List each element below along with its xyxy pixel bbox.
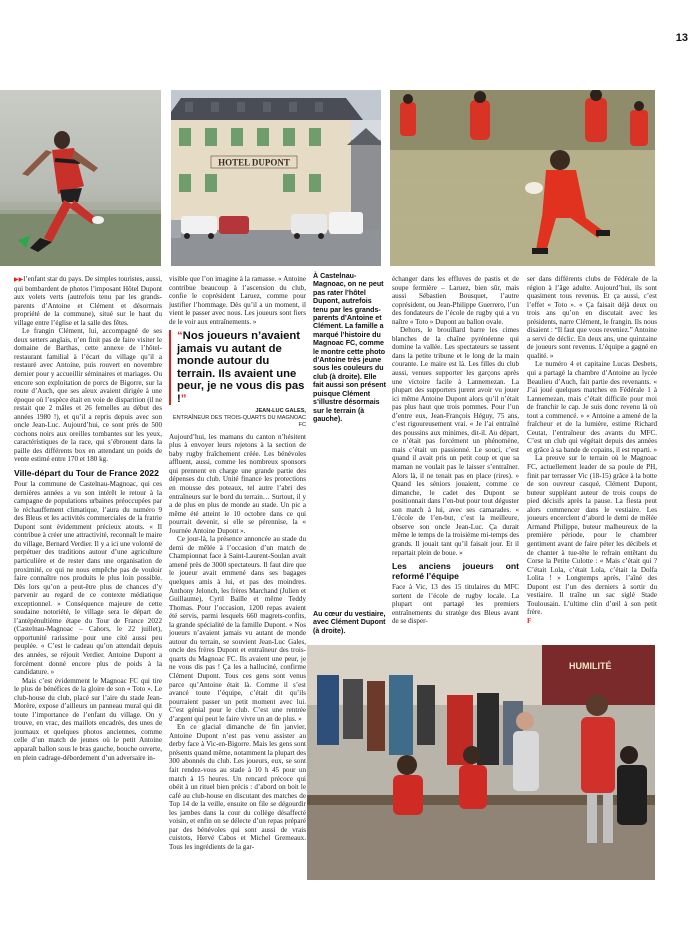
locker-photo — [307, 645, 655, 880]
kids-image — [390, 90, 655, 266]
column-4 — [527, 275, 657, 640]
page-number: 13 — [675, 32, 688, 44]
quote-attribution — [169, 408, 306, 428]
col1-para-1 — [14, 275, 162, 327]
col3-subheading: Les anciens joueurs ont reformé l’équipe — [392, 561, 519, 582]
hotel-caption: À Castelnau-Magnoac, on ne peut pas rater l’hôtel Dupont, autrefois tenu par les grands-parents d’Antoine et Clément. La famille a marqué l’histoire du Magnoac FC, comme le montre cette photo d’Antoine très jeune sous les couleurs du club (à droite). Elle fait aussi son présent puisque Clément s’illustre désormais sur le terrain (à gauche). — [313, 272, 386, 423]
col1-para-4: Mais c’est évidemment le Magnoac FC qui tire le plus de bénéfices de la gloire de son « Toto ». Le club-house du club, placé sur l’aire du stade Jean-Morère, expose d’ailleurs un panneau mural qui dit toute l’importance de l’enfant du village. On y trouve, en vrac, des maillots encadrés, des unes de journaux et quelques photos anciennes, comme celle d’un match de jeunes où le petit Antoine apparaît ballon sous le bras gauche, bouche ouverte, en plein cadrage-débordement d’un adversaire in- — [14, 676, 162, 762]
column-3 — [392, 275, 519, 640]
col2-para-4: En ce glacial dimanche de fin janvier, Antoine Dupont n’est pas venu assister au derby face à Vic-en-Bigorre. Mais les gens sont présents quand même, notamment la plupart des 300 abonnés du club. Les joueurs, eux, se sont fait rendez-vous au stade à 10 h 45 pour un match à 15 heures. Un rencard précoce qui obéit à un rituel bien précis : d’abord on boit le café au club-house en discutant des matches de Top 14 de la veille, ensuite on file se dégourdir les jambes dans la cour du collège désaffecté voisin, et enfin on se délecte d’un repas préparé par des bénévoles qui sont aussi de vrais cuistots, Hervé Cabos et Michel Gremeaux. Tous les ingrédients de la gar- — [169, 723, 306, 851]
pull-quote — [169, 330, 306, 405]
quote-author: JEAN-LUC GALES, — [255, 408, 306, 415]
locker-image — [307, 645, 655, 880]
quote-text: Nos joueurs n’avaient jamais vu autant de monde autour du terrain. Ils avaient une peur, je ne vous dis pas ! — [177, 330, 305, 405]
hotel-sign-text: HOTEL DUPONT — [218, 157, 290, 168]
quote-close-mark: ” — [180, 392, 187, 405]
quote-open-mark: “ — [177, 330, 183, 343]
hotel-image — [171, 90, 381, 266]
col2-para-3: Ce jour-là, la présence annoncée au stade du demi de mêlée à l’occasion d’un match de Championnat face à Saint-Laurent-Soulan avait amené près de 3000 spectateurs. Il faut dire que le joueur avait emmené dans ses bagages quelques amis à lui, et pas des moindres. Anthony Jelonch, les frères Marchand (Julien et Guillaume), Cyril Baille et même Teddy Thomas. Pour l’occasion, 1200 repas avaient été servis, parmi lesquels 660 magrets-confits, la grande spécialité de la famille Dupont. « Nos joueurs n’avaient jamais vu autant de monde autour du terrain, se souvient Jean-Luc Gales, oncle des frères Dupont et entraîneur des trois-quarts du Magnoac FC. Ils avaient une peur, je ne vous dis pas ! Ça les a halluciné, confirme Clément Dupont. Tous ces gens sont venus parce qu’Antoine était là. Comme il s’est avancé toute l’équipe, c’était dit qu’ils pourraient passer un petit moment avec lui. C’est génial pour le club. C’est une rentrée d’argent qui peut le faire vivre un an de plus. » — [169, 535, 306, 723]
col4-para-3: La preuve sur le terrain où le Magnoac FC, actuellement leader de sa poule de PH, finit par terrasser Vic (18-15) grâce à la botte de son ouvreur casqué, Clément Dupont, buteur suppléant auteur de trois coups de pied décisifs après la pause. La fiesta peut alors commencer dans le vestiaire. Les joueurs encerclent d’abord le demi de mêlée Armand Philippe, buteur malheureux de la première période, pour le chambrer gentiment avant de faire péter les décibels et de chanter à tue-tête le refrain entêtant du Corse la Petite Culotte : « Mais c’était qui ? C’était Lola, c’était Lola, c’était la Dolfa Lolita ! » Longtemps après, l’aîné des Dupont est l’un des derniers à sortir du vestiaire. Il traîne un sac siglé Stade Toulousain. L’ultime clin d’œil à son petit frère. — [527, 454, 657, 617]
column-1 — [14, 275, 162, 937]
end-mark: F — [527, 616, 532, 625]
col3-para-2: Dehors, le brouillard barre les cimes blanches de la chaîne pyrénéenne qui domine la vallée. Les spectateurs se tassent dans la petite tribune et le long de la main courante. Le maire est là. Les filles du club aussi, venues supporter les garçons après une victoire facile à Lannemezan. La plupart des supporters jurent avoir vu jouer ici même Antoine Dupont alors qu’il n’était pas plus haut que trois pommes. Pour l’un d’entre eux, Jean-François Héguy, 75 ans, c’est rigoureusement vrai. « Je l’ai entraîné des poussins aux minimes, dit-il. Au départ, ce n’était pas forcément un phénomène, mais c’était un passionné. Le souci, c’est quand il avait pris un petit coup et que sa maman ne voulait pas le laisser s’entraîner. Alors là, il ne tenait pas en place (rires). » Quand les séniors jouaient, comme ce dimanche, le cadet des Dupont se positionnait dans l’en-but pour tout déguster son match à lui, avec ses camarades. « L’école de l’en-but, c’est la meilleure, observe son oncle Jean-Luc. Ça durait même le temps de la troisième mi-temps des grands. Il jouait tant qu’il faisait jour. Et il repartait plein de boue. » — [392, 326, 519, 557]
kids-photo — [390, 90, 655, 266]
kicker-image — [0, 90, 161, 266]
column-2 — [169, 275, 306, 937]
col3-para-3: Face à Vic, 13 des 15 titulaires du MFC sortent de l’école de rugby locale. La plupart ont partagé les premiers entraînements du stratège des Bleus avant de se disper- — [392, 583, 519, 626]
col1-subheading: Ville-départ du Tour de France 2022 — [14, 468, 159, 479]
locker-sign-text: HUMILITÉ — [569, 661, 612, 671]
col1-para-2: Le frangin Clément, lui, accompagné de ses deux setters anglais, n’en finit pas de faire visiter le domaine de Barthas, cette annexe de l’hôtel-restaurant familial à l’écart du village qu’il a restauré avec Antoine, puis rouvert en novembre dernier pour y accueillir séminaires et mariages. Ou encore son exploitation de porcs de Bigorre, sur la route d’Auch, que ses aïeux avaient dirigée à une époque où l’espèce était en voie de disparition (il ne restait que 2 mâles et 26 femelles au début des années 1980 !), et qu’il a repris depuis avec son oncle Jean-Luc. Aujourd’hui, ce sont près de 500 cochons noirs aux oreilles tombantes sur les yeux, caractéristiques de la race, qui s’ébrouent dans la paille des différents box en attendant un poids de vente estimé entre 170 et 180 kg. — [14, 327, 162, 464]
col4-para-2: Le numéro 4 et capitaine Lucas Desbets, qui a partagé la chambre d’Antoine au lycée Beaulieu d’Auch, fait partie des revenants. « J’ai joué quelques matches en Fédérale 1 à Lannemezan, mais c’était difficile pour moi de franchir le cap. Je suis donc revenu là où tout a commencé. » « Antoine a amené de la fraîcheur et de la lumière, estime Richard Ceutat, l’entraîneur des avants du MFC. C’est un club qui végétait depuis des années et grâce à sa bande de copains, il est reparti. » — [527, 360, 657, 454]
col4-para-1: ser dans différents clubs de Fédérale de la région à l’âge adulte. Aujourd’hui, ils sont quasiment tous revenus. Et ça aussi, c’est l’effet « Toto ». « Ça faisait déjà deux ou trois ans qu’on en discutait avec les présidents, narre Clément, le frangin. Ils nous disaient : “Il faut que vous reveniez.” Antoine a servi de déclic. En deux ans, une quinzaine de joueurs sont revenus. L’équipe a gagné en qualité. » — [527, 275, 657, 360]
quote-role: ENTRAÎNEUR DES TROIS-QUARTS DU MAGNOAC FC — [172, 415, 306, 428]
col2-para-2: Aujourd’hui, les mamans du canton n’hésitent plus à envoyer leurs rejetons à la section de baby rugby fraîchement créée. Les bénévoles affluent, aussi, comme les nombreux sponsors qui prennent en charge une grande partie des dépenses du club. Unité finance les protections en mousse des poteaux, tel autre l’abri des entraîneurs sur le bord du terrain… Surtout, il y a de plus en plus de monde au stade. Un pic a même été atteint le 10 octobre dans ce qui pourrait devenir, si elle se pérennise, la « Journée Antoine Dupont ». — [169, 432, 306, 535]
col3-para-1: échanger dans les effluves de pastis et de soupe fermière – Laruez, bien sûr, mais aussi Sébastien Bousquet, l’autre coprésident, ou Jean-Philippe Guerrero, l’un des fondateurs de l’école de rugby qui a vu naître « Toto » Dupont au ballon ovale. — [392, 275, 519, 326]
col2-para-1: visible que l’on imagine à la ramasse. « Antoine contribue beaucoup à l’ascension du club, confie le coprésident Laruez, comme pour justifier l’hommage. Dès qu’il a un moment, il vient le passer avec nous. Les joueurs sont fiers de le voir aux entraînements. » — [169, 275, 306, 326]
col1-para-1-text: l’enfant star du pays. De simples touristes, aussi, qui bombardent de photos l’imposant Hôtel Dupont aux volets verts (autrefois tenu par les grands-parents d’Antoine et Clément et désormais propriété de la commune), situé sur le haut du village entre l’église et la salle des fêtes. — [14, 275, 162, 327]
locker-caption: Au cœur du vestiaire, avec Clément Dupont (à droite). — [313, 610, 386, 635]
hotel-photo — [171, 90, 381, 266]
lead-marker: ▶▶ — [14, 277, 24, 283]
col1-para-3: Pour la commune de Castelnau-Magnoac, qui ces dernières années a vu son intérêt le retour à la campagne de populations urbaines préoccupées par le réchauffement climatique, l’aura du numéro 9 des Bleus et les activités commerciales de la fratrie Dupont sont évidemment précieux atouts. « Il contribue à créer une attractivité, reconnaît le maire du village, Bernard Verdier. Il y a ici une volonté de perpétuer des traditions autour d’une agriculture particulière et de rester dans une organisation de proximité, ce qui ne nous empêche pas de vouloir faire connaître nos produits le plus loin possible. Dès lors qu’on a peut-être plus de chances d’y parvenir au regard de ce contexte médiatique exceptionnel. » Conséquence majeure de cette soudaine notoriété, le village sera le départ de l’antépénultième étape du Tour de France 2022 (Castelnau-Magnoac – Cahors, le 22 juillet), opportunité rarissime pour une cité aussi peu peuplée. « C’est le cadeau qu’on attendait depuis des années, se réjouit Verdier. Antoine Dupont a forcément donné encore plus de poids à la candidature. » — [14, 480, 162, 677]
kicker-photo — [0, 90, 161, 266]
